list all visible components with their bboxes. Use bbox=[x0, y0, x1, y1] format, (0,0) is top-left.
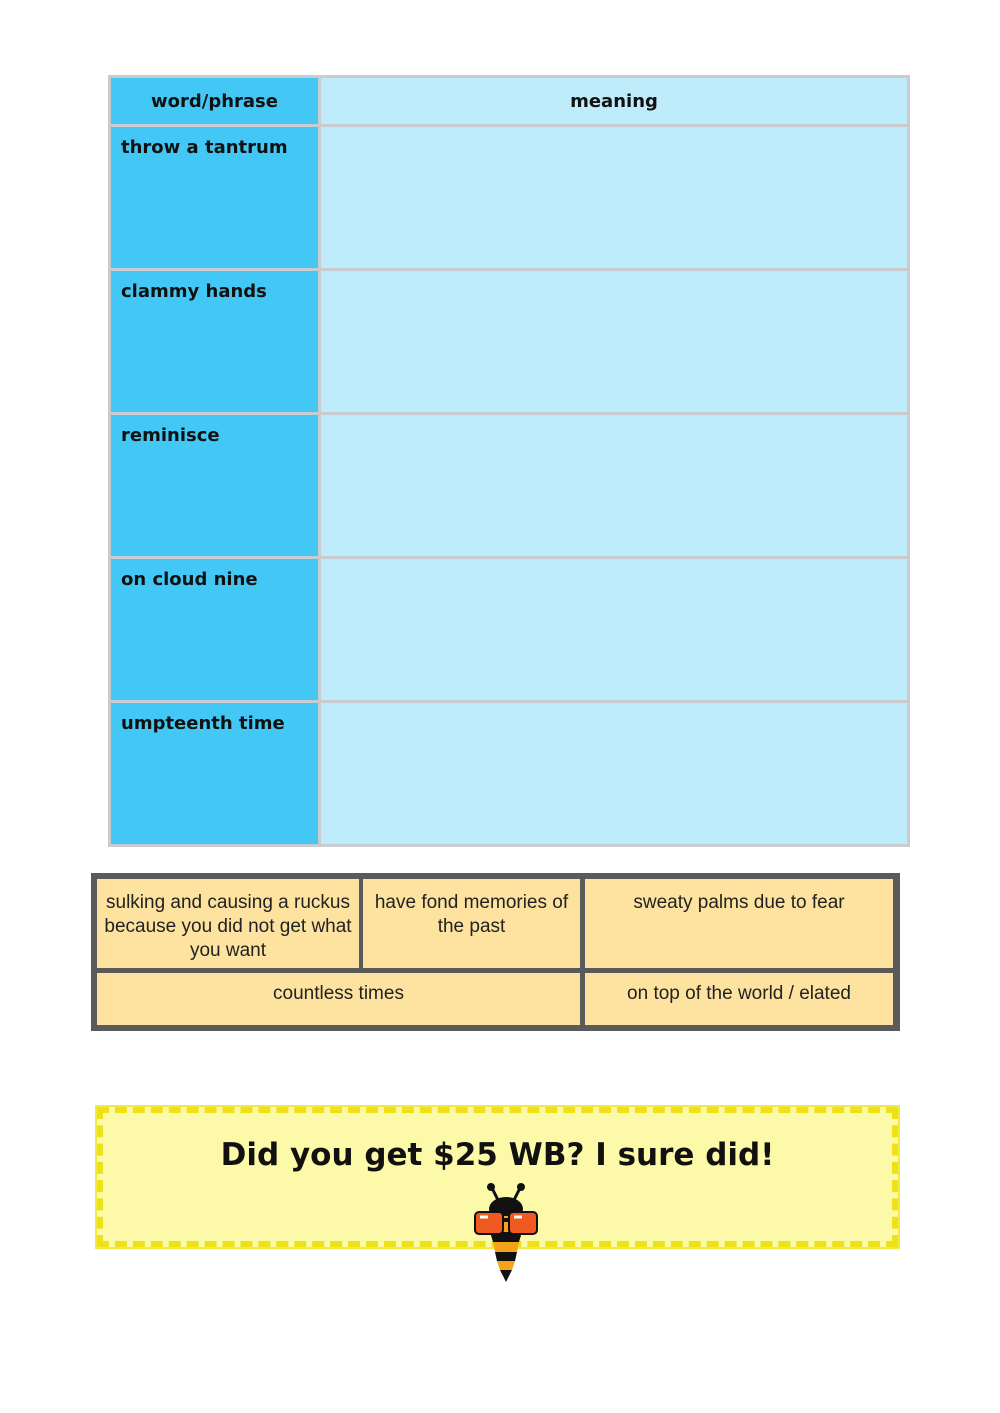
answer-tile[interactable]: have fond memories of the past bbox=[363, 879, 580, 968]
word-cell: throw a tantrum bbox=[111, 127, 321, 268]
meaning-drop-zone[interactable] bbox=[321, 127, 907, 268]
answer-tile[interactable]: sulking and causing a ruckus because you did not get what you want bbox=[97, 879, 359, 968]
answer-tiles-panel bbox=[91, 873, 900, 1031]
word-cell: umpteenth time bbox=[111, 703, 321, 844]
answer-tile[interactable]: sweaty palms due to fear bbox=[585, 879, 893, 968]
table-row bbox=[111, 127, 907, 271]
promo-banner-text: Did you get $25 WB? I sure did! bbox=[220, 1137, 775, 1173]
header-word-phrase: word/phrase bbox=[111, 78, 321, 124]
meaning-drop-zone[interactable] bbox=[321, 703, 907, 844]
word-cell: reminisce bbox=[111, 415, 321, 556]
table-row bbox=[111, 271, 907, 415]
table-header-row bbox=[111, 78, 907, 127]
header-meaning: meaning bbox=[321, 78, 907, 124]
vocabulary-table bbox=[108, 75, 910, 847]
word-cell: clammy hands bbox=[111, 271, 321, 412]
meaning-drop-zone[interactable] bbox=[321, 415, 907, 556]
answer-tile[interactable]: countless times bbox=[97, 973, 580, 1025]
meaning-drop-zone[interactable] bbox=[321, 559, 907, 700]
table-row bbox=[111, 703, 907, 844]
meaning-drop-zone[interactable] bbox=[321, 271, 907, 412]
answer-tile[interactable]: on top of the world / elated bbox=[585, 973, 893, 1025]
bee-mascot-icon bbox=[466, 1182, 546, 1288]
table-row bbox=[111, 415, 907, 559]
word-cell: on cloud nine bbox=[111, 559, 321, 700]
table-row bbox=[111, 559, 907, 703]
